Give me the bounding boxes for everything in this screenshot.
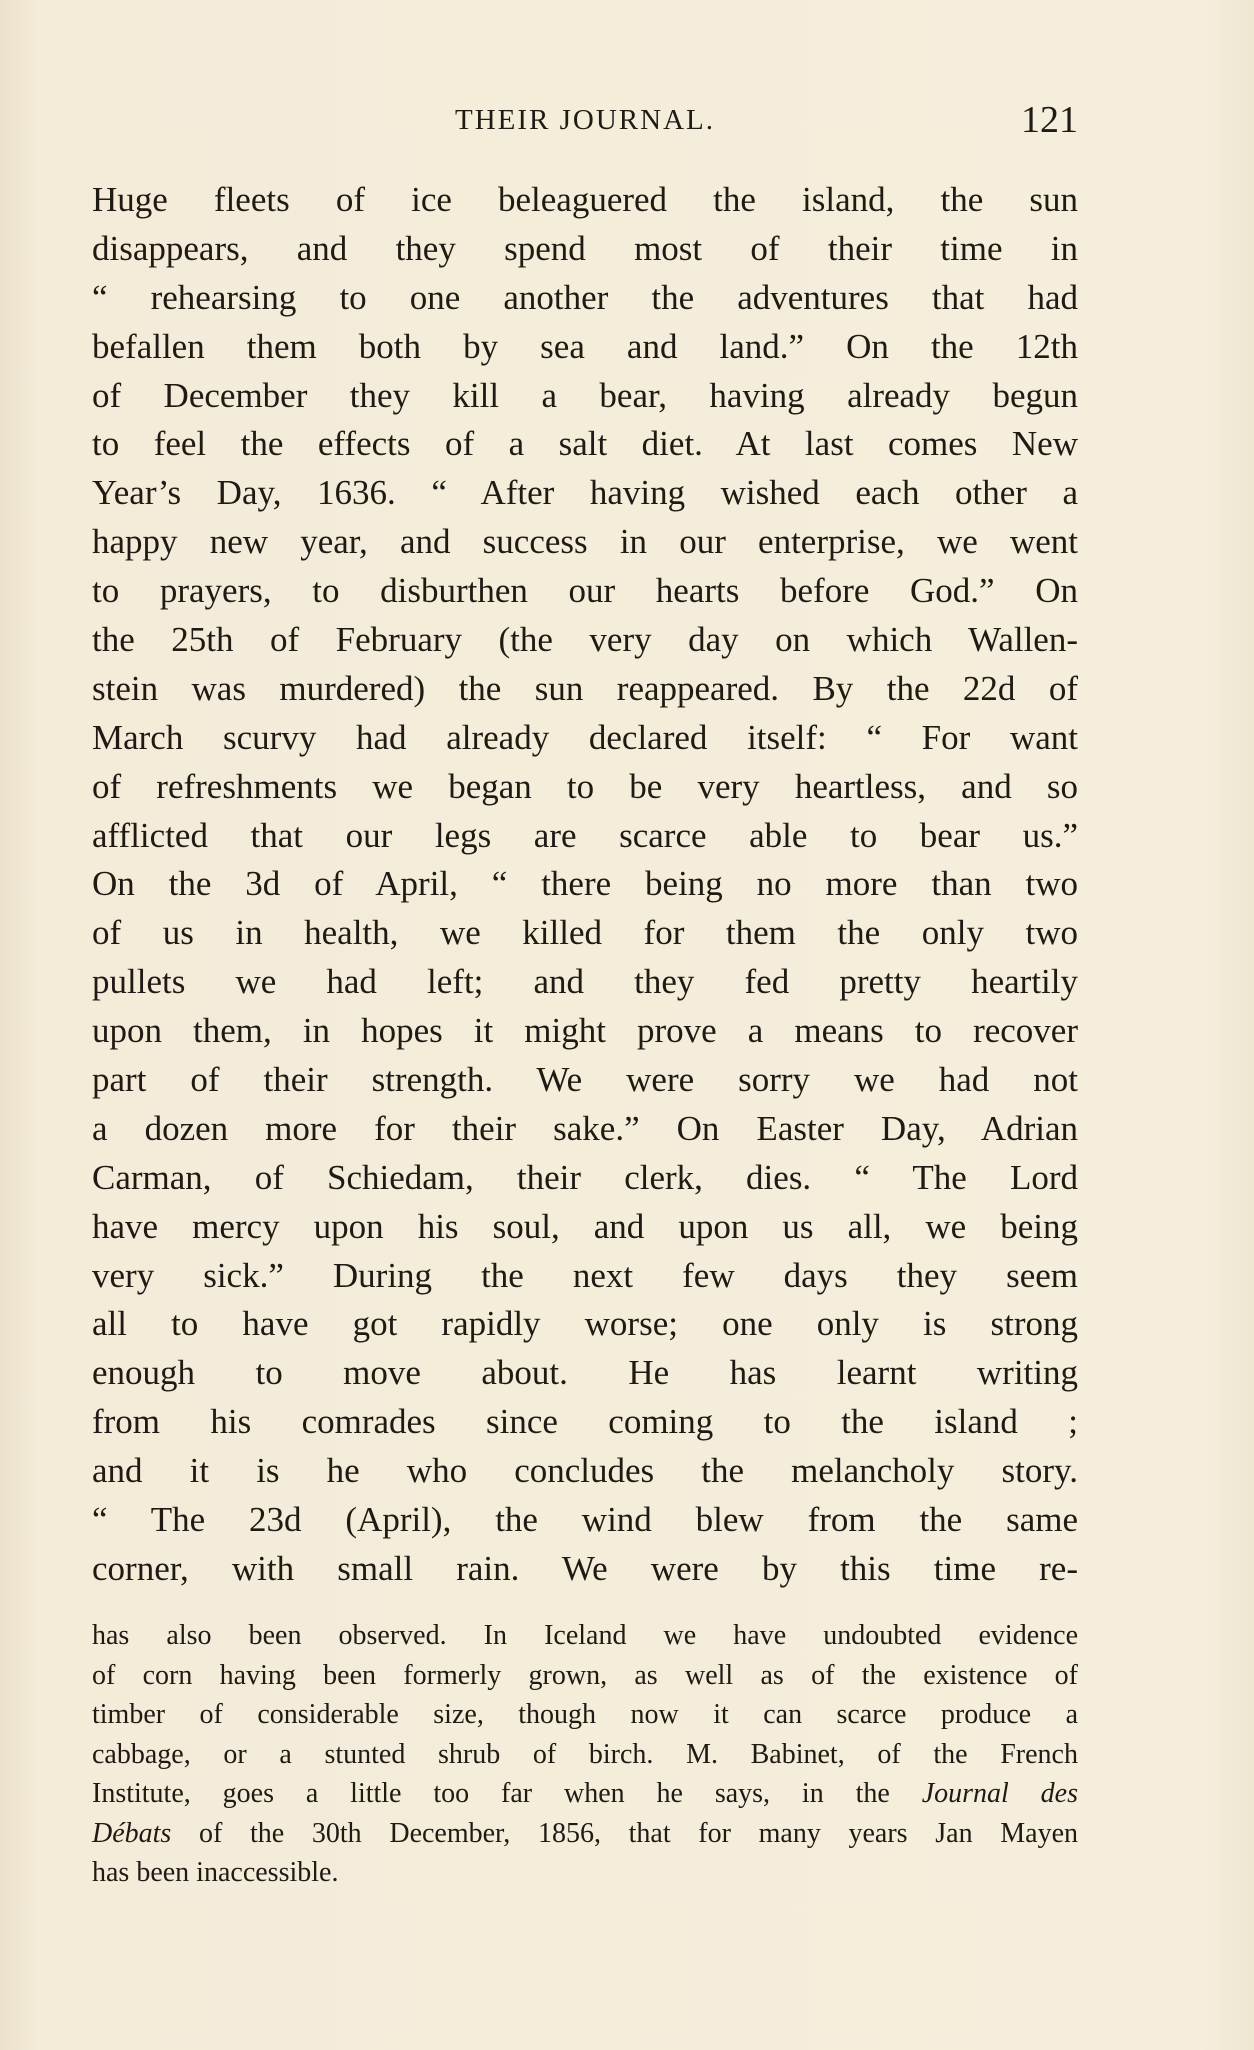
text-line: stein was murdered) the sun reappeared. By the 22d of: [92, 668, 1078, 708]
text-line: very sick.” During the next few days they seem: [92, 1255, 1078, 1295]
text-line: to feel the effects of a salt diet. At last comes New: [92, 424, 1078, 464]
text-line: Year’s Day, 1636. “ After having wished each other a: [92, 473, 1078, 513]
text-line: enough to move about. He has learnt writing: [92, 1353, 1078, 1393]
text-line: March scurvy had already declared itself: “ For want: [92, 717, 1078, 757]
text-line: “ rehearsing to one another the adventures that had: [92, 277, 1078, 317]
footnote-line: timber of considerable size, though now it can scarce produce a: [92, 1699, 1078, 1730]
debats-title-italic: Débats: [92, 1817, 172, 1849]
footnote-line: of corn having been formerly grown, as well as of the existence of: [92, 1659, 1078, 1691]
footnote-line: [92, 1774, 1078, 1814]
text-line: pullets we had left; and they fed pretty heartily: [92, 962, 1078, 1002]
text-line: a dozen more for their sake.” On Easter Day, Adrian: [92, 1108, 1078, 1148]
text-line: from his comrades since coming to the island ;: [92, 1402, 1078, 1442]
footnote: [92, 1616, 1078, 1893]
footnote-line: [92, 1814, 1078, 1854]
journal-title-italic: Journal des: [921, 1778, 1078, 1809]
main-text: [92, 176, 1078, 1594]
footnote-line: has been inaccessible.: [92, 1857, 339, 1888]
page-number: 121: [1021, 99, 1078, 141]
text-line: of us in health, we killed for them the only two: [92, 913, 1078, 953]
text-line: happy new year, and success in our enterprise, we went: [92, 522, 1078, 562]
text-line: of refreshments we began to be very heartless, and so: [92, 766, 1078, 806]
text-line: part of their strength. We were sorry we had not: [92, 1060, 1078, 1100]
text-line: to prayers, to disburthen our hearts before God.” On: [92, 571, 1078, 611]
text-line: the 25th of February (the very day on which Wallen-: [92, 620, 1078, 660]
running-head: THEIR JOURNAL.: [455, 104, 715, 136]
footnote-text: of the 30th December, 1856, that for many years Jan Mayen: [171, 1817, 1078, 1849]
text-line: afflicted that our legs are scarce able to bear us.”: [92, 815, 1078, 855]
text-line: of December they kill a bear, having already begun: [92, 375, 1078, 415]
text-line: have mercy upon his soul, and upon us all, we being: [92, 1206, 1078, 1246]
text-line: disappears, and they spend most of their time in: [92, 228, 1078, 268]
text-line: and it is he who concludes the melancholy story.: [92, 1451, 1078, 1491]
footnote-line: cabbage, or a stunted shrub of birch. M. Babinet, of the French: [92, 1738, 1078, 1770]
text-line: Huge fleets of ice beleaguered the island, the sun: [92, 180, 1078, 219]
page-header: [92, 98, 1078, 148]
text-line: “ The 23d (April), the wind blew from the same: [92, 1500, 1078, 1540]
footnote-text: Institute, goes a little too far when he says, in the: [92, 1778, 922, 1809]
text-line: upon them, in hopes it might prove a means to recover: [92, 1011, 1078, 1051]
footnote-line: has also been observed. In Iceland we have undoubted evidence: [92, 1620, 1078, 1651]
text-line: On the 3d of April, “ there being no more than two: [92, 864, 1078, 904]
text-line: Carman, of Schiedam, their clerk, dies. “ The Lord: [92, 1157, 1078, 1197]
text-line: befallen them both by sea and land.” On the 12th: [92, 326, 1078, 366]
text-line: all to have got rapidly worse; one only is strong: [92, 1304, 1078, 1344]
text-line: corner, with small rain. We were by this time re-: [92, 1548, 1078, 1588]
